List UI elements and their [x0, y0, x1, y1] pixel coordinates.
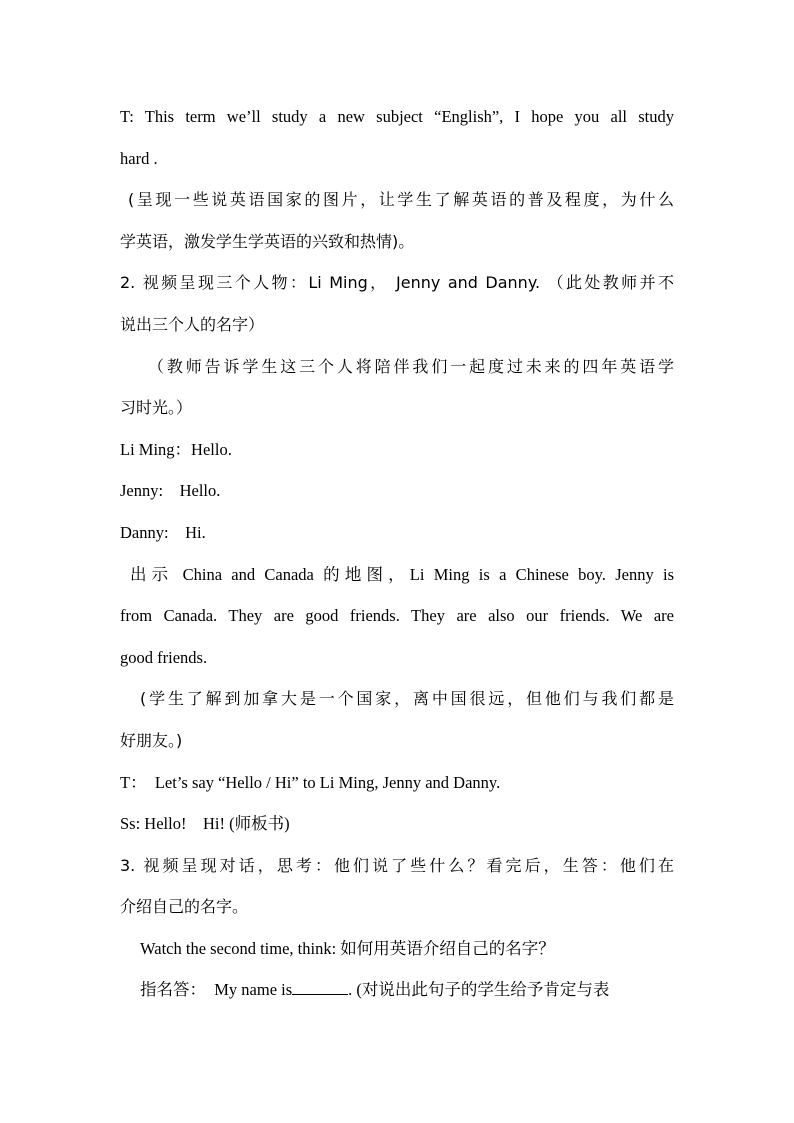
text-line-4: 学英语，激发学生学英语的兴致和热情)。 — [120, 231, 415, 251]
text-line-3: (呈现一些说英语国家的图片，让学生了解英语的普及程度，为什么 — [128, 190, 674, 210]
text-line-2: hard . — [120, 148, 158, 168]
dialogue-li-ming: Li Ming：Hello. — [120, 439, 232, 459]
text-line-6: 说出三个人的名字） — [120, 314, 265, 334]
text-line-22 — [120, 969, 674, 1011]
text-line-12: 出示 China and Canada 的地图，Li Ming is a Chinese boy. Jenny is — [130, 564, 674, 584]
text-line-16: 好朋友。) — [120, 730, 183, 750]
text-line-1: T: This term we’ll study a new subject “English”, I hope you all study — [120, 107, 674, 126]
fill-in-blank — [292, 978, 348, 995]
text-line-20: 介绍自己的名字。 — [120, 897, 249, 917]
text-line-21: Watch the second time, think: 如何用英语介绍自己的名字？ — [140, 938, 555, 958]
text-line-8: 习时光。） — [120, 398, 193, 418]
text-line-14: good friends. — [120, 647, 208, 667]
text-line-19: 3. 视频呈现对话，思考：他们说了些什么？看完后，生答：他们在 — [120, 855, 674, 875]
text-line-7: （教师告诉学生这三个人将陪伴我们一起度过未来的四年英语学 — [148, 356, 674, 376]
answer-prefix: 指名答： My name is — [140, 980, 293, 1000]
answer-suffix: . (对说出此句子的学生给予肯定与表 — [348, 980, 610, 1000]
text-line-5: 2. 视频呈现三个人物：Li Ming， Jenny and Danny. （此处教师并不 — [120, 273, 674, 293]
dialogue-teacher: T： Let’s say “Hello / Hi” to Li Ming, Jenny and Danny. — [120, 772, 501, 792]
dialogue-danny: Danny: Hi. — [120, 522, 206, 542]
document-page — [120, 96, 674, 1011]
dialogue-students: Ss: Hello! Hi! (师板书) — [120, 814, 290, 834]
text-line-13: from Canada. They are good friends. They are also our friends. We are — [120, 606, 674, 626]
text-line-15: (学生了解到加拿大是一个国家，离中国很远，但他们与我们都是 — [140, 689, 674, 709]
dialogue-jenny: Jenny: Hello. — [120, 481, 221, 501]
